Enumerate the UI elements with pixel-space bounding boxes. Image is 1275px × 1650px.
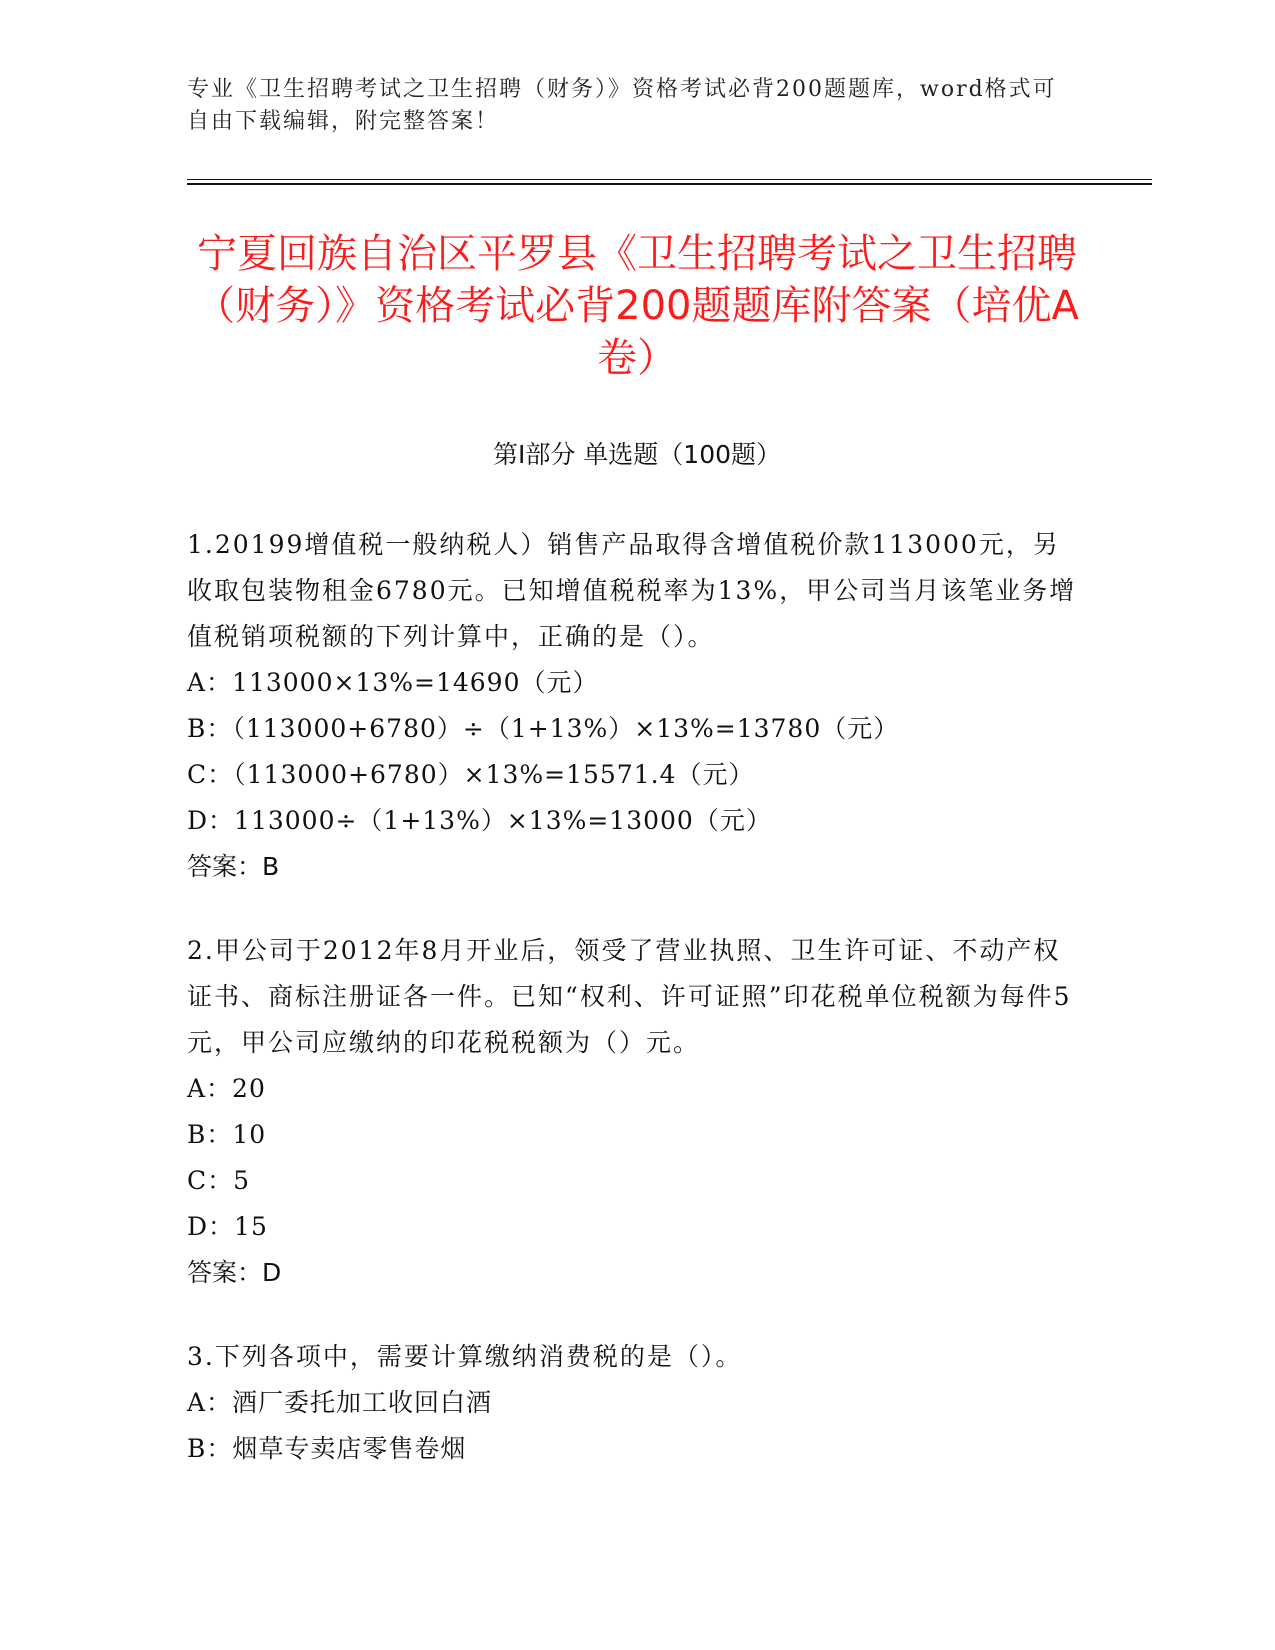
option-d: D：15 <box>187 1212 268 1241</box>
question-list <box>187 522 1077 1510</box>
option-a: A：20 <box>187 1074 266 1103</box>
document-title: 宁夏回族自治区平罗县《卫生招聘考试之卫生招聘（财务）》资格考试必背200题题库附答案（培优A卷） <box>195 231 1079 381</box>
option-a: A：酒厂委托加工收回白酒 <box>187 1388 493 1417</box>
option-d: D：113000÷（1+13%）×13%=13000（元） <box>187 806 772 835</box>
question-2 <box>187 928 1077 1296</box>
answer: 答案：B <box>187 852 280 881</box>
option-b: B：烟草专卖店零售卷烟 <box>187 1434 467 1463</box>
option-b: B：10 <box>187 1120 267 1149</box>
question-stem: 2.甲公司于2012年8月开业后，领受了营业执照、卫生许可证、不动产权证书、商标注册证各一件。已知“权利、许可证照”印花税单位税额为每件5元，甲公司应缴纳的印花税税额为（）元。 <box>187 936 1072 1057</box>
answer: 答案：D <box>187 1258 282 1287</box>
section-heading: 第I部分 单选题（100题） <box>492 440 782 469</box>
question-stem: 1.20199增值税一般纳税人）销售产品取得含增值税价款113000元，另收取包装物租金6780元。已知增值税税率为13%，甲公司当月该笔业务增值税销项税额的下列计算中，正确的是（）。 <box>187 530 1077 651</box>
header-note: 专业《卫生招聘考试之卫生招聘（财务）》资格考试必背200题题库，word格式可自由下载编辑，附完整答案！ <box>187 77 1057 134</box>
option-c: C：（113000+6780）×13%=15571.4（元） <box>187 760 755 789</box>
header-divider-thin <box>187 179 1152 180</box>
option-a: A：113000×13%=14690（元） <box>187 668 599 697</box>
question-stem: 3.下列各项中，需要计算缴纳消费税的是（）。 <box>187 1342 743 1371</box>
question-3 <box>187 1334 1077 1472</box>
option-b: B：（113000+6780）÷（1+13%）×13%=13780（元） <box>187 714 900 743</box>
question-1 <box>187 522 1077 890</box>
header-divider-thick <box>187 183 1152 185</box>
option-c: C：5 <box>187 1166 251 1195</box>
